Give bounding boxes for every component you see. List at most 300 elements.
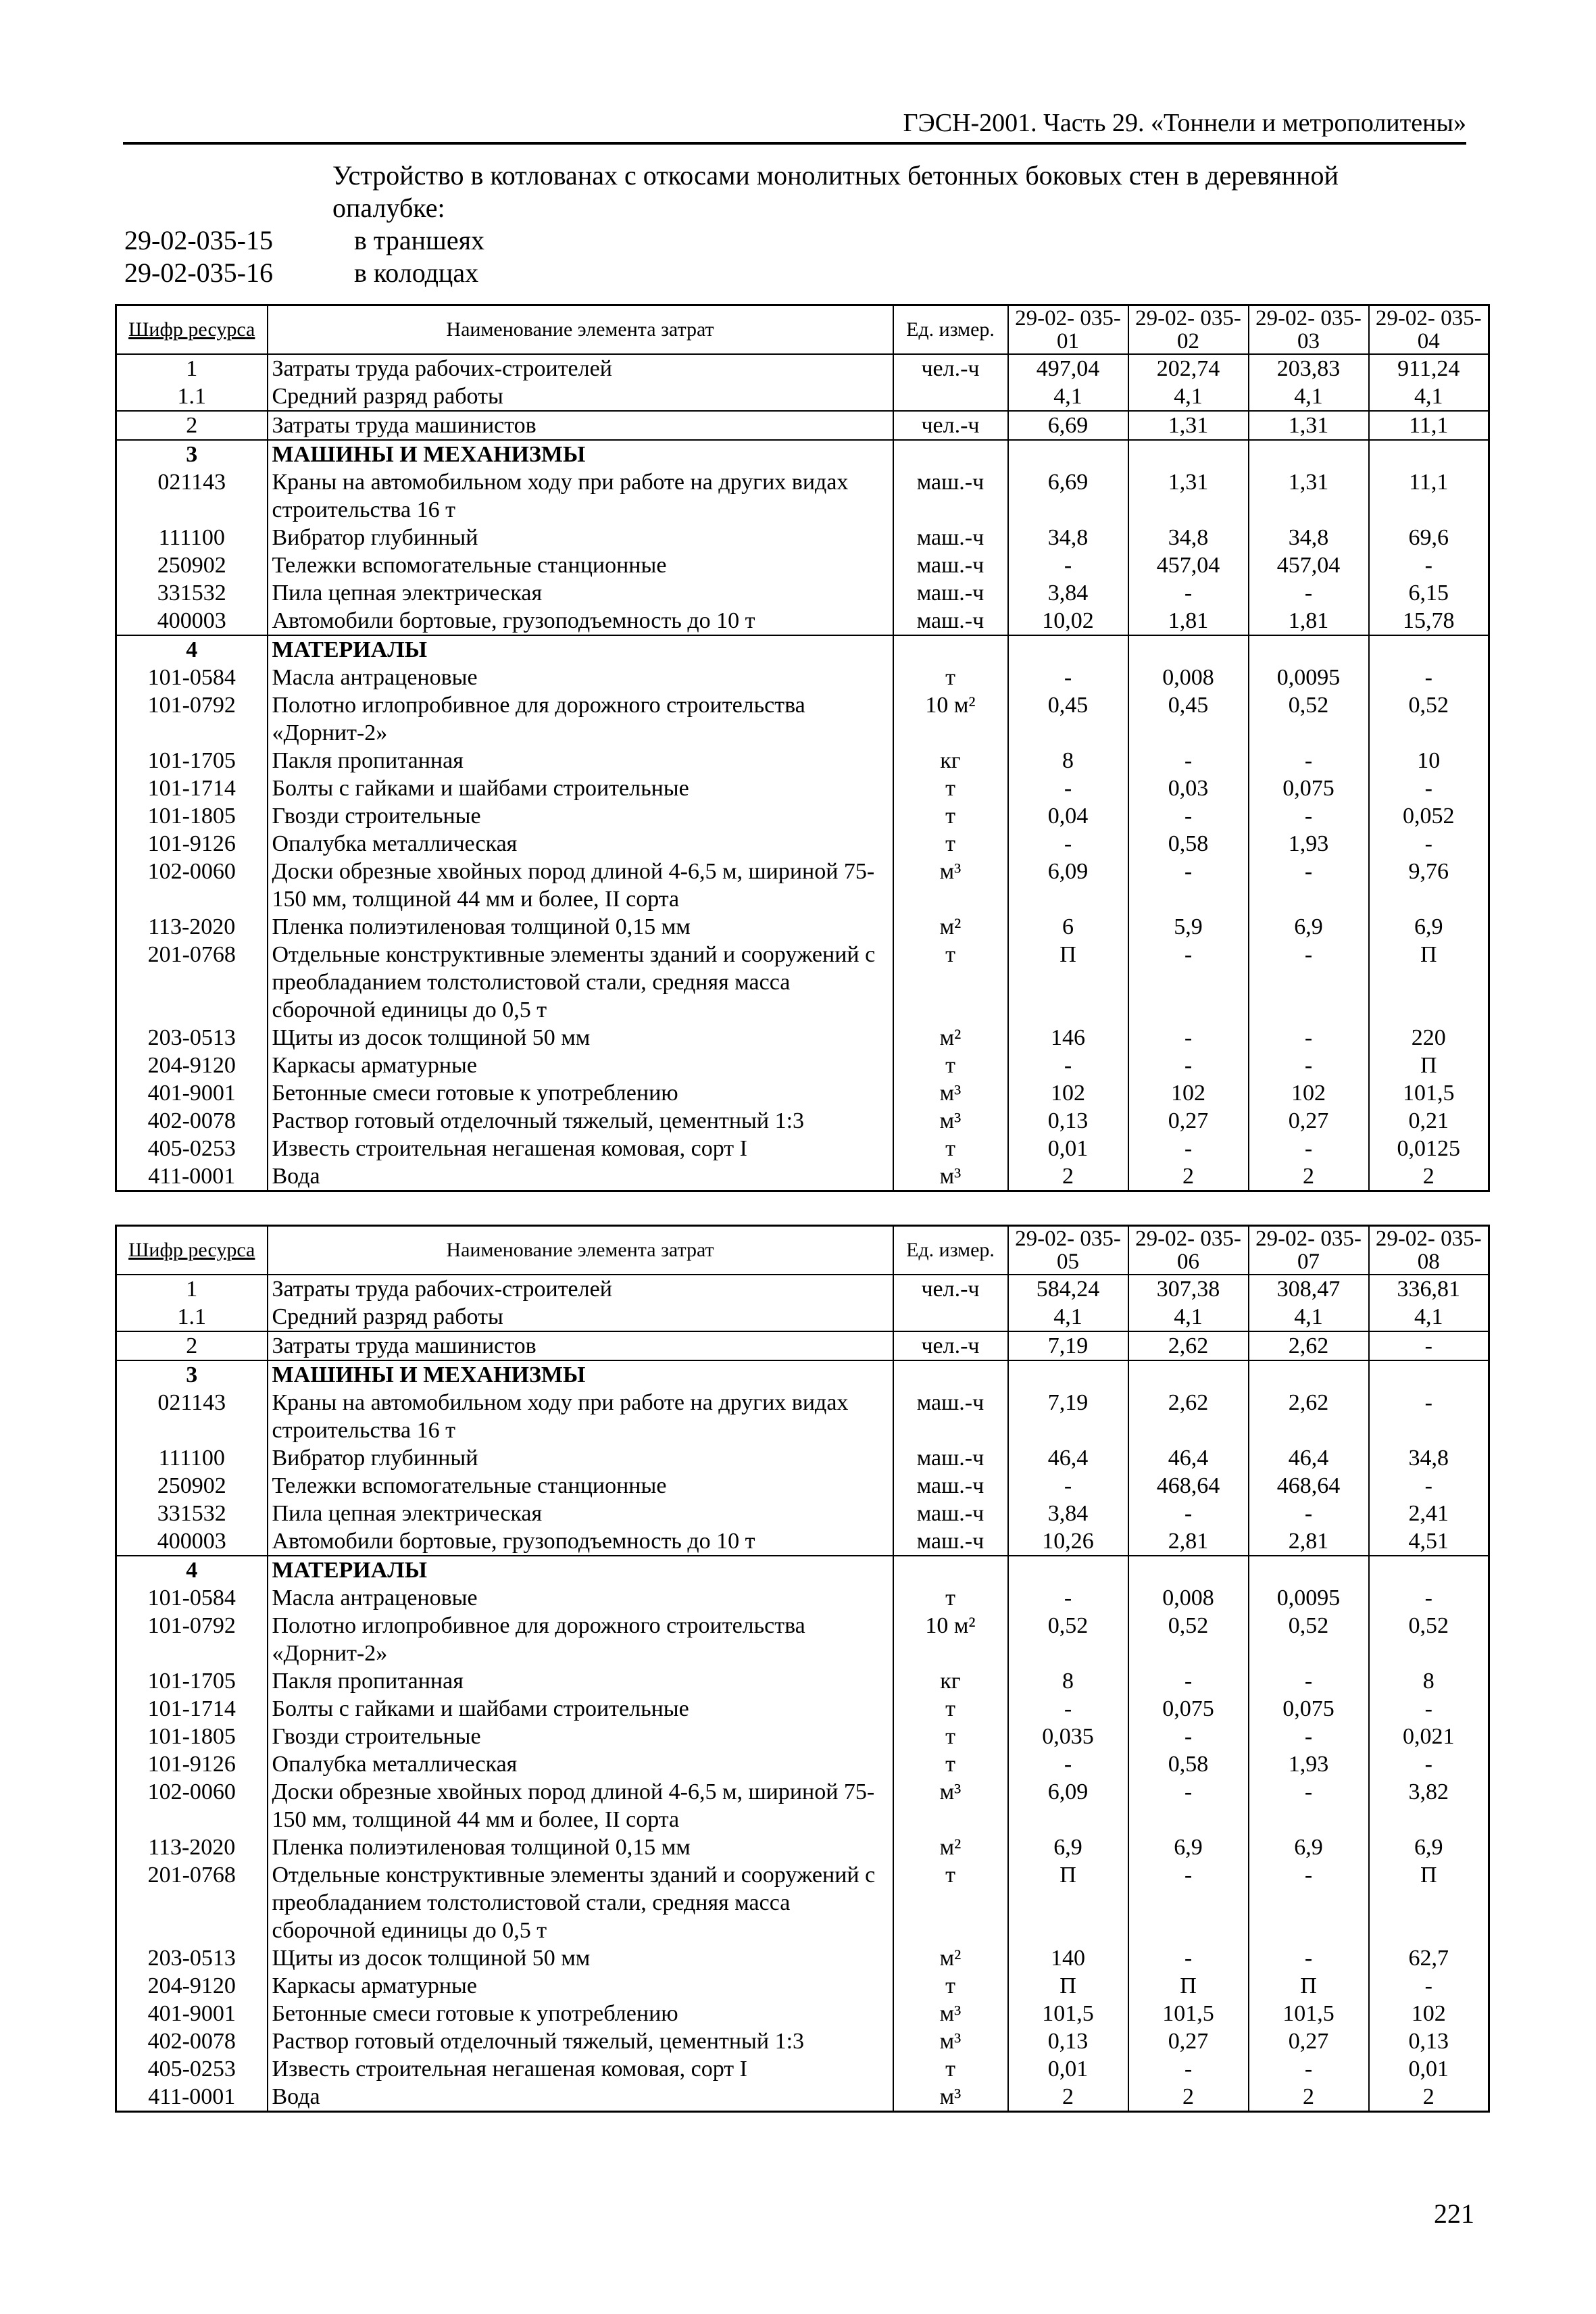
unit: 10 м² <box>893 1612 1008 1667</box>
norm-value <box>1369 440 1489 468</box>
norm-value: П <box>1369 1861 1489 1944</box>
header-norm-code: 29-02- 035-08 <box>1369 1226 1489 1275</box>
header-unit: Ед. измер. <box>893 305 1008 354</box>
norm-value: 4,1 <box>1008 1303 1128 1331</box>
table-row <box>116 1556 1489 1584</box>
section-intro <box>124 159 1469 289</box>
norm-value: - <box>1128 1723 1249 1750</box>
element-name: Доски обрезные хвойных пород длиной 4-6,5 м, шириной 75-150 мм, толщиной 44 мм и более, II сорта <box>268 1778 893 1833</box>
element-name: Средний разряд работы <box>268 1303 893 1331</box>
element-name: Масла антраценовые <box>268 664 893 691</box>
table-row <box>116 440 1489 468</box>
norm-value: 6,9 <box>1249 913 1369 941</box>
norm-value: 7,19 <box>1008 1331 1128 1360</box>
header-norm-code: 29-02- 035-04 <box>1369 305 1489 354</box>
norm-value: 7,19 <box>1008 1389 1128 1444</box>
table-row <box>116 830 1489 858</box>
unit <box>893 1360 1008 1389</box>
unit: кг <box>893 1667 1008 1695</box>
norm-value: - <box>1249 1861 1369 1944</box>
unit <box>893 1556 1008 1584</box>
resource-code: 204-9120 <box>116 1052 268 1079</box>
element-name: Гвозди строительные <box>268 1723 893 1750</box>
norm-value: - <box>1249 2055 1369 2083</box>
norm-value: 2,62 <box>1249 1331 1369 1360</box>
resource-code: 250902 <box>116 1472 268 1500</box>
norm-value <box>1128 440 1249 468</box>
unit: м³ <box>893 2083 1008 2112</box>
table-row <box>116 1667 1489 1695</box>
norm-value: 46,4 <box>1008 1444 1128 1472</box>
unit: т <box>893 1723 1008 1750</box>
norm-value: 0,008 <box>1128 664 1249 691</box>
table-row <box>116 941 1489 1024</box>
unit: маш.-ч <box>893 579 1008 607</box>
resource-code: 101-1705 <box>116 1667 268 1695</box>
unit: чел.-ч <box>893 411 1008 440</box>
norm-value: 0,13 <box>1008 2027 1128 2055</box>
norm-value <box>1249 635 1369 664</box>
norm-value: - <box>1249 579 1369 607</box>
norm-value: 6,69 <box>1008 411 1128 440</box>
element-name: МАШИНЫ И МЕХАНИЗМЫ <box>268 440 893 468</box>
norm-value: 0,052 <box>1369 802 1489 830</box>
norm-value <box>1008 440 1128 468</box>
norm-value: - <box>1249 1052 1369 1079</box>
unit: маш.-ч <box>893 1472 1008 1500</box>
page-header-title: ГЭСН-2001. Часть 29. «Тоннели и метрополитены» <box>903 109 1466 137</box>
norm-value: - <box>1369 1472 1489 1500</box>
norm-value: - <box>1128 1052 1249 1079</box>
element-name: Затраты труда машинистов <box>268 411 893 440</box>
norm-value: 0,0095 <box>1249 1584 1369 1612</box>
norm-value: 0,52 <box>1008 1612 1128 1667</box>
table-row <box>116 2083 1489 2112</box>
resource-code: 4 <box>116 635 268 664</box>
unit: т <box>893 1584 1008 1612</box>
norm-value: - <box>1128 2055 1249 2083</box>
table-row <box>116 468 1489 524</box>
norm-value: 0,075 <box>1128 1695 1249 1723</box>
norm-value: 0,03 <box>1128 774 1249 802</box>
norm-value <box>1249 440 1369 468</box>
element-name: Пленка полиэтиленовая толщиной 0,15 мм <box>268 1833 893 1861</box>
resource-code: 111100 <box>116 1444 268 1472</box>
norm-value: П <box>1249 1972 1369 2000</box>
table-row <box>116 1500 1489 1527</box>
norm-value: 468,64 <box>1128 1472 1249 1500</box>
norm-value: 4,51 <box>1369 1527 1489 1556</box>
norm-value: 203,83 <box>1249 354 1369 383</box>
table-row <box>116 1162 1489 1191</box>
element-name: Болты с гайками и шайбами строительные <box>268 1695 893 1723</box>
resource-code: 021143 <box>116 468 268 524</box>
norm-value <box>1369 1360 1489 1389</box>
header-norm-code: 29-02- 035-02 <box>1128 305 1249 354</box>
norm-value: 5,9 <box>1128 913 1249 941</box>
element-name: Доски обрезные хвойных пород длиной 4-6,5 м, шириной 75-150 мм, толщиной 44 мм и более, II сорта <box>268 858 893 913</box>
norm-value: - <box>1128 941 1249 1024</box>
norm-value: - <box>1128 1667 1249 1695</box>
norm-value: - <box>1008 1584 1128 1612</box>
unit: маш.-ч <box>893 551 1008 579</box>
norm-value: 468,64 <box>1249 1472 1369 1500</box>
element-name: Известь строительная негашеная комовая, сорт I <box>268 1135 893 1162</box>
unit: т <box>893 1695 1008 1723</box>
element-name: МАТЕРИАЛЫ <box>268 1556 893 1584</box>
resource-code: 113-2020 <box>116 1833 268 1861</box>
norm-value: - <box>1369 1972 1489 2000</box>
unit: т <box>893 1135 1008 1162</box>
element-name: Вода <box>268 1162 893 1191</box>
norm-value: 0,27 <box>1249 1107 1369 1135</box>
element-name: Щиты из досок толщиной 50 мм <box>268 1944 893 1972</box>
norm-value <box>1008 1556 1128 1584</box>
resource-code: 411-0001 <box>116 1162 268 1191</box>
norm-value: - <box>1249 747 1369 774</box>
element-name: Каркасы арматурные <box>268 1972 893 2000</box>
element-name: Средний разряд работы <box>268 383 893 411</box>
norm-value: - <box>1369 551 1489 579</box>
element-name: Краны на автомобильном ходу при работе на других видах строительства 16 т <box>268 1389 893 1444</box>
norm-value: 2 <box>1128 1162 1249 1191</box>
norm-value: П <box>1008 1861 1128 1944</box>
norm-value: 4,1 <box>1008 383 1128 411</box>
norm-value: - <box>1128 747 1249 774</box>
element-name: Затраты труда машинистов <box>268 1331 893 1360</box>
norm-value: - <box>1008 1695 1128 1723</box>
page-header <box>123 101 1466 145</box>
table-row <box>116 1861 1489 1944</box>
norm-value: - <box>1369 1331 1489 1360</box>
norm-value: 0,13 <box>1008 1107 1128 1135</box>
table-row <box>116 1527 1489 1556</box>
header-norm-code: 29-02- 035-06 <box>1128 1226 1249 1275</box>
resource-code: 101-9126 <box>116 1750 268 1778</box>
resource-code: 402-0078 <box>116 1107 268 1135</box>
table-row <box>116 913 1489 941</box>
norm-value: 0,0125 <box>1369 1135 1489 1162</box>
norm-value: 1,81 <box>1128 607 1249 635</box>
unit: маш.-ч <box>893 1444 1008 1472</box>
intro-item-text: в траншеях <box>354 225 484 255</box>
unit: маш.-ч <box>893 524 1008 551</box>
element-name: Каркасы арматурные <box>268 1052 893 1079</box>
table-row <box>116 1024 1489 1052</box>
norm-value: 140 <box>1008 1944 1128 1972</box>
norm-value: 2 <box>1128 2083 1249 2112</box>
unit: м³ <box>893 858 1008 913</box>
unit: м² <box>893 1024 1008 1052</box>
element-name: Вибратор глубинный <box>268 524 893 551</box>
norm-value: 34,8 <box>1249 524 1369 551</box>
norm-value: - <box>1369 664 1489 691</box>
norm-value: 0,52 <box>1369 691 1489 747</box>
unit: м³ <box>893 1162 1008 1191</box>
resource-code: 411-0001 <box>116 2083 268 2112</box>
norm-value: П <box>1369 1052 1489 1079</box>
table-row <box>116 1972 1489 2000</box>
norm-value <box>1249 1360 1369 1389</box>
norm-value: 2,81 <box>1128 1527 1249 1556</box>
resource-code: 250902 <box>116 551 268 579</box>
norm-value: 102 <box>1249 1079 1369 1107</box>
norm-value: 6,9 <box>1249 1833 1369 1861</box>
table-row <box>116 1107 1489 1135</box>
norm-value: 6,15 <box>1369 579 1489 607</box>
table-row <box>116 1389 1489 1444</box>
element-name: Автомобили бортовые, грузоподъемность до 10 т <box>268 607 893 635</box>
norm-value: 0,58 <box>1128 830 1249 858</box>
unit: т <box>893 1861 1008 1944</box>
element-name: Пила цепная электрическая <box>268 579 893 607</box>
table-row <box>116 1723 1489 1750</box>
table-row <box>116 1360 1489 1389</box>
resource-code: 331532 <box>116 1500 268 1527</box>
norm-value: 6,09 <box>1008 1778 1128 1833</box>
norm-value: - <box>1008 1750 1128 1778</box>
norm-value: - <box>1249 1944 1369 1972</box>
header-resource-code: Шифр ресурса <box>116 1226 268 1275</box>
norm-value: - <box>1128 1944 1249 1972</box>
resource-code: 101-1805 <box>116 802 268 830</box>
norm-value: - <box>1249 1135 1369 1162</box>
table-row <box>116 383 1489 411</box>
norm-value: 6,9 <box>1369 913 1489 941</box>
norm-value: 0,075 <box>1249 1695 1369 1723</box>
norm-value: - <box>1369 1750 1489 1778</box>
norm-value: 1,31 <box>1128 411 1249 440</box>
norm-value: 101,5 <box>1008 2000 1128 2027</box>
norm-value: - <box>1369 1584 1489 1612</box>
resource-code: 101-1805 <box>116 1723 268 1750</box>
header-norm-code: 29-02- 035-07 <box>1249 1226 1369 1275</box>
table-row <box>116 635 1489 664</box>
norm-value: П <box>1128 1972 1249 2000</box>
resource-code: 101-0792 <box>116 691 268 747</box>
norm-value <box>1249 1556 1369 1584</box>
section-description: Устройство в котлованах с откосами монолитных бетонных боковых стен в деревянной опалубке: <box>332 160 1339 223</box>
unit: маш.-ч <box>893 468 1008 524</box>
norm-value <box>1369 1556 1489 1584</box>
norm-value: - <box>1008 1472 1128 1500</box>
norm-value: 4,1 <box>1249 1303 1369 1331</box>
table-row <box>116 1750 1489 1778</box>
resource-code: 111100 <box>116 524 268 551</box>
element-name: Полотно иглопробивное для дорожного строительства «Дорнит-2» <box>268 1612 893 1667</box>
norm-value: 34,8 <box>1128 524 1249 551</box>
norm-value: - <box>1128 1135 1249 1162</box>
norm-value: - <box>1128 802 1249 830</box>
norm-value: 2,62 <box>1128 1389 1249 1444</box>
element-name: Полотно иглопробивное для дорожного строительства «Дорнит-2» <box>268 691 893 747</box>
resource-code: 021143 <box>116 1389 268 1444</box>
norm-value: - <box>1249 1024 1369 1052</box>
resource-code: 101-1705 <box>116 747 268 774</box>
unit: т <box>893 774 1008 802</box>
element-name: Пила цепная электрическая <box>268 1500 893 1527</box>
norm-value: 497,04 <box>1008 354 1128 383</box>
resource-code: 331532 <box>116 579 268 607</box>
norm-value: - <box>1128 1500 1249 1527</box>
intro-item-code: 29-02-035-15 <box>124 225 273 255</box>
unit <box>893 440 1008 468</box>
norm-value: 0,45 <box>1128 691 1249 747</box>
header-norm-code: 29-02- 035-05 <box>1008 1226 1128 1275</box>
norm-value: - <box>1008 1052 1128 1079</box>
norm-value: 4,1 <box>1128 1303 1249 1331</box>
element-name: Пакля пропитанная <box>268 747 893 774</box>
unit: маш.-ч <box>893 1500 1008 1527</box>
table-row <box>116 1275 1489 1303</box>
unit: т <box>893 1972 1008 2000</box>
resource-code: 1.1 <box>116 1303 268 1331</box>
norm-value: П <box>1369 941 1489 1024</box>
norm-value: 6 <box>1008 913 1128 941</box>
table-row <box>116 1472 1489 1500</box>
resource-code: 101-0584 <box>116 664 268 691</box>
unit: т <box>893 1750 1008 1778</box>
norms-table-2 <box>115 1225 1490 2113</box>
norm-value: 3,84 <box>1008 1500 1128 1527</box>
norm-value: - <box>1369 774 1489 802</box>
table-row <box>116 1778 1489 1833</box>
norm-value: 2,41 <box>1369 1500 1489 1527</box>
resource-code: 401-9001 <box>116 1079 268 1107</box>
norm-value: 911,24 <box>1369 354 1489 383</box>
header-resource-code: Шифр ресурса <box>116 305 268 354</box>
norm-value: 11,1 <box>1369 411 1489 440</box>
element-name: Гвозди строительные <box>268 802 893 830</box>
norm-value: - <box>1249 1778 1369 1833</box>
header-element-name: Наименование элемента затрат <box>268 305 893 354</box>
table-row <box>116 1135 1489 1162</box>
norm-value: - <box>1249 1667 1369 1695</box>
norm-value: - <box>1008 664 1128 691</box>
norm-value <box>1008 1360 1128 1389</box>
norm-value: 146 <box>1008 1024 1128 1052</box>
norm-value: 34,8 <box>1369 1444 1489 1472</box>
element-name: Известь строительная негашеная комовая, сорт I <box>268 2055 893 2083</box>
resource-code: 400003 <box>116 607 268 635</box>
norm-value: 4,1 <box>1128 383 1249 411</box>
element-name: Тележки вспомогательные станционные <box>268 1472 893 1500</box>
norm-value: 6,9 <box>1128 1833 1249 1861</box>
norm-value: - <box>1128 1778 1249 1833</box>
resource-code: 1.1 <box>116 383 268 411</box>
resource-code: 101-0792 <box>116 1612 268 1667</box>
resource-code: 113-2020 <box>116 913 268 941</box>
norm-value: 0,21 <box>1369 1107 1489 1135</box>
norm-value: 2,62 <box>1128 1331 1249 1360</box>
unit: т <box>893 664 1008 691</box>
norm-value: 0,0095 <box>1249 664 1369 691</box>
norm-value: 4,1 <box>1369 1303 1489 1331</box>
resource-code: 4 <box>116 1556 268 1584</box>
norm-value: 584,24 <box>1008 1275 1128 1303</box>
element-name: Вода <box>268 2083 893 2112</box>
unit: м³ <box>893 2027 1008 2055</box>
norm-value: 69,6 <box>1369 524 1489 551</box>
norm-value: 2 <box>1249 2083 1369 2112</box>
resource-code: 203-0513 <box>116 1944 268 1972</box>
table-row <box>116 774 1489 802</box>
norm-value: 3,84 <box>1008 579 1128 607</box>
norm-value: 1,31 <box>1249 468 1369 524</box>
unit: маш.-ч <box>893 1389 1008 1444</box>
norm-value: 308,47 <box>1249 1275 1369 1303</box>
unit: м³ <box>893 1778 1008 1833</box>
unit: м² <box>893 1833 1008 1861</box>
norm-value: 0,27 <box>1128 2027 1249 2055</box>
norm-value: - <box>1249 802 1369 830</box>
table-row <box>116 664 1489 691</box>
header-element-name: Наименование элемента затрат <box>268 1226 893 1275</box>
norm-value: - <box>1249 1500 1369 1527</box>
norm-value: 102 <box>1008 1079 1128 1107</box>
norm-value: 1,31 <box>1128 468 1249 524</box>
table-row <box>116 1612 1489 1667</box>
table-row <box>116 354 1489 383</box>
norm-value: 10,02 <box>1008 607 1128 635</box>
norm-value: - <box>1008 551 1128 579</box>
norm-value: 1,31 <box>1249 411 1369 440</box>
norm-value: 0,04 <box>1008 802 1128 830</box>
header-norm-code: 29-02- 035-03 <box>1249 305 1369 354</box>
resource-code: 101-0584 <box>116 1584 268 1612</box>
unit: м² <box>893 1944 1008 1972</box>
resource-code: 203-0513 <box>116 1024 268 1052</box>
norm-value: 46,4 <box>1249 1444 1369 1472</box>
norm-value: 0,27 <box>1249 2027 1369 2055</box>
table-row <box>116 607 1489 635</box>
norm-value: 0,008 <box>1128 1584 1249 1612</box>
element-name: Вибратор глубинный <box>268 1444 893 1472</box>
table-row <box>116 1695 1489 1723</box>
unit <box>893 635 1008 664</box>
resource-code: 3 <box>116 440 268 468</box>
norm-value: - <box>1128 858 1249 913</box>
norm-value: 2 <box>1008 2083 1128 2112</box>
unit: т <box>893 2055 1008 2083</box>
norm-value: П <box>1008 941 1128 1024</box>
norm-value: 102 <box>1369 2000 1489 2027</box>
element-name: МАТЕРИАЛЫ <box>268 635 893 664</box>
table-row <box>116 691 1489 747</box>
norm-value: 6,69 <box>1008 468 1128 524</box>
norm-value: 15,78 <box>1369 607 1489 635</box>
norm-value: 1,81 <box>1249 607 1369 635</box>
resource-code: 201-0768 <box>116 941 268 1024</box>
norm-value: 3,82 <box>1369 1778 1489 1833</box>
element-name: Опалубка металлическая <box>268 1750 893 1778</box>
norm-value: 4,1 <box>1369 383 1489 411</box>
table-row <box>116 1833 1489 1861</box>
unit: кг <box>893 747 1008 774</box>
norm-value: 8 <box>1008 747 1128 774</box>
norm-value: 0,52 <box>1128 1612 1249 1667</box>
resource-code: 102-0060 <box>116 858 268 913</box>
norm-value: - <box>1249 858 1369 913</box>
element-name: Опалубка металлическая <box>268 830 893 858</box>
element-name: Краны на автомобильном ходу при работе на других видах строительства 16 т <box>268 468 893 524</box>
norm-value: 0,035 <box>1008 1723 1128 1750</box>
table-row <box>116 1584 1489 1612</box>
norm-value: 62,7 <box>1369 1944 1489 1972</box>
table-row <box>116 524 1489 551</box>
norm-value: 2,62 <box>1249 1389 1369 1444</box>
unit: чел.-ч <box>893 1331 1008 1360</box>
